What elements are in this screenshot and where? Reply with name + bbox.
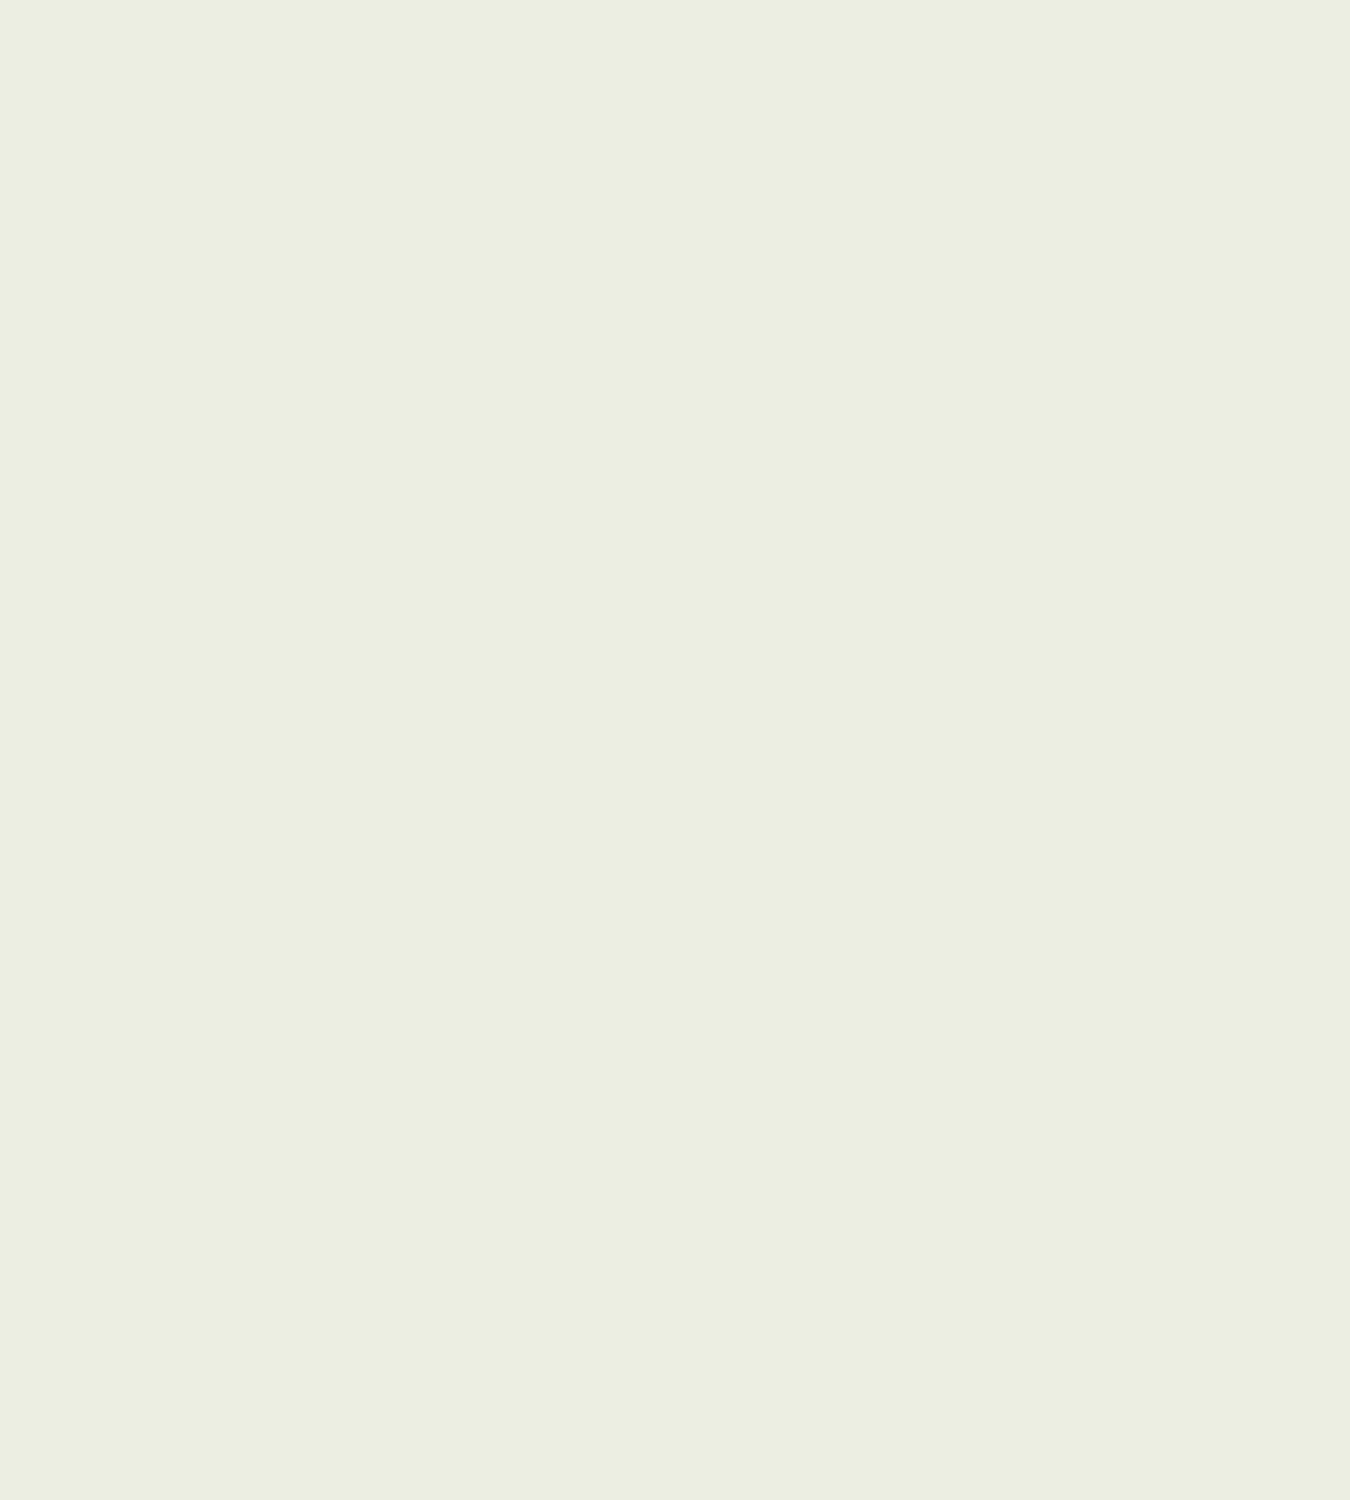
spacer	[98, 238, 1258, 280]
watermark-logo	[250, 400, 1150, 1140]
spacer	[98, 280, 1258, 322]
item-details-content	[98, 196, 1258, 322]
model-info-footer	[98, 1318, 1258, 1354]
spacer	[98, 196, 1258, 238]
